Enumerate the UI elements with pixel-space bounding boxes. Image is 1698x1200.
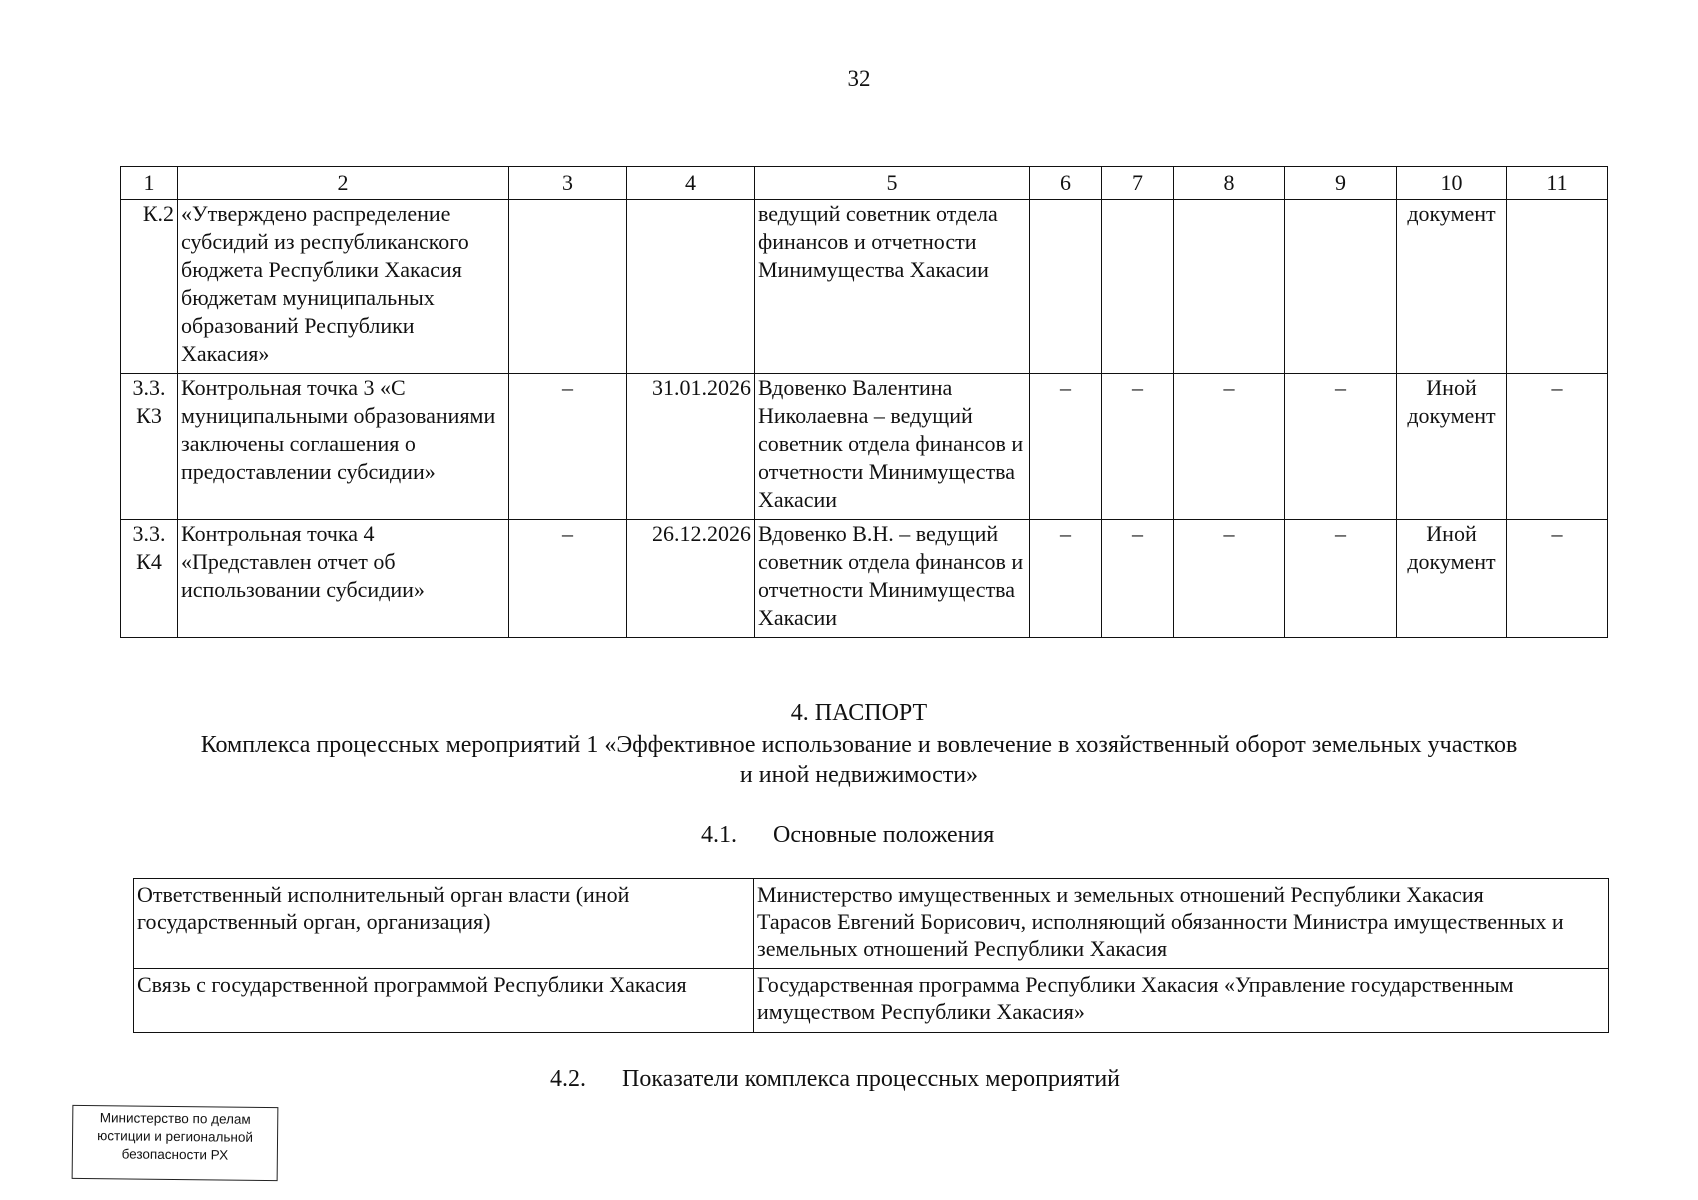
table-row [121, 374, 1608, 520]
row-cell-11: – [1507, 374, 1608, 520]
row-cell-8: – [1174, 520, 1285, 638]
row-description: Контрольная точка 3 «С муниципальными образованиями заключены соглашения о предоставлении субсидии» [178, 374, 509, 520]
passport-value-line: Государственная программа Республики Хакасия «Управление государственным имуществом Республики Хакасия» [757, 972, 1514, 1024]
table-row [121, 520, 1608, 638]
header-cell: 5 [755, 167, 1030, 200]
row-cell-6: – [1030, 520, 1102, 638]
row-responsible: Вдовенко В.Н. – ведущий советник отдела финансов и отчетности Минимущества Хакасии [755, 520, 1030, 638]
row-cell-3: – [509, 374, 627, 520]
header-cell: 4 [627, 167, 755, 200]
subsection-4-1-number: 4.1. [701, 822, 737, 848]
stamp-line: Министерство по делам [99, 1110, 251, 1127]
subsection-4-2-title: Показатели комплекса процессных мероприятий [622, 1066, 1121, 1092]
row-cell-9: – [1285, 520, 1397, 638]
table-row [121, 200, 1608, 374]
passport-table [133, 878, 1609, 1033]
row-description: «Утверждено распределение субсидий из республиканского бюджета Республики Хакасия бюджетам муниципальных образований Республики Хакасия» [178, 200, 509, 374]
row-cell-11: – [1507, 520, 1608, 638]
passport-label: Ответственный исполнительный орган власти (иной государственный орган, организация) [134, 879, 754, 969]
row-cell-8 [1174, 200, 1285, 374]
row-responsible: ведущий советник отдела финансов и отчетности Минимущества Хакасии [755, 200, 1030, 374]
row-cell-7 [1102, 200, 1174, 374]
row-cell-6: – [1030, 374, 1102, 520]
row-date [627, 200, 755, 374]
row-cell-11 [1507, 200, 1608, 374]
row-cell-7: – [1102, 520, 1174, 638]
row-description: Контрольная точка 4 «Представлен отчет об использовании субсидии» [178, 520, 509, 638]
row-number: 3.3. К4 [121, 520, 178, 638]
table-header-row [121, 167, 1608, 200]
header-cell: 11 [1507, 167, 1608, 200]
section-subtitle-line1: Комплекса процессных мероприятий 1 «Эффективное использование и вовлечение в хозяйственный оборот земельных участков [200, 732, 1518, 758]
passport-value [754, 969, 1609, 1033]
row-cell-3 [509, 200, 627, 374]
passport-value-line: Тарасов Евгений Борисович, исполняющий обязанности Министра имущественных и земельных отношений Республики Хакасия [757, 909, 1564, 961]
row-date: 31.01.2026 [627, 374, 755, 520]
row-cell-9 [1285, 200, 1397, 374]
row-document-type: документ [1397, 200, 1507, 374]
passport-value-line: Министерство имущественных и земельных отношений Республики Хакасия [757, 882, 1484, 907]
header-cell: 2 [178, 167, 509, 200]
row-date: 26.12.2026 [627, 520, 755, 638]
page-number: 32 [847, 66, 871, 91]
row-cell-8: – [1174, 374, 1285, 520]
header-cell: 7 [1102, 167, 1174, 200]
header-cell: 10 [1397, 167, 1507, 200]
row-document-type: Иной документ [1397, 374, 1507, 520]
section-title: 4. ПАСПОРТ [790, 700, 928, 726]
row-cell-9: – [1285, 374, 1397, 520]
row-document-type: Иной документ [1397, 520, 1507, 638]
subsection-4-1-title: Основные положения [773, 822, 995, 848]
row-number: 3.3. К3 [121, 374, 178, 520]
row-cell-7: – [1102, 374, 1174, 520]
header-cell: 3 [509, 167, 627, 200]
header-cell: 6 [1030, 167, 1102, 200]
ministry-stamp [72, 1105, 279, 1181]
section-subtitle-line2: и иной недвижимости» [739, 762, 979, 788]
table-row [134, 969, 1609, 1033]
row-number: К.2 [121, 200, 178, 374]
header-cell: 1 [121, 167, 178, 200]
table-row [134, 879, 1609, 969]
subsection-4-2-number: 4.2. [550, 1066, 586, 1092]
header-cell: 9 [1285, 167, 1397, 200]
row-cell-3: – [509, 520, 627, 638]
row-responsible: Вдовенко Валентина Николаевна – ведущий советник отдела финансов и отчетности Минимущества Хакасии [755, 374, 1030, 520]
control-points-table [120, 166, 1608, 638]
header-cell: 8 [1174, 167, 1285, 200]
stamp-line: безопасности РХ [121, 1146, 229, 1163]
passport-label: Связь с государственной программой Республики Хакасия [134, 969, 754, 1033]
stamp-line: юстиции и региональной [97, 1128, 254, 1145]
row-cell-6 [1030, 200, 1102, 374]
passport-value [754, 879, 1609, 969]
